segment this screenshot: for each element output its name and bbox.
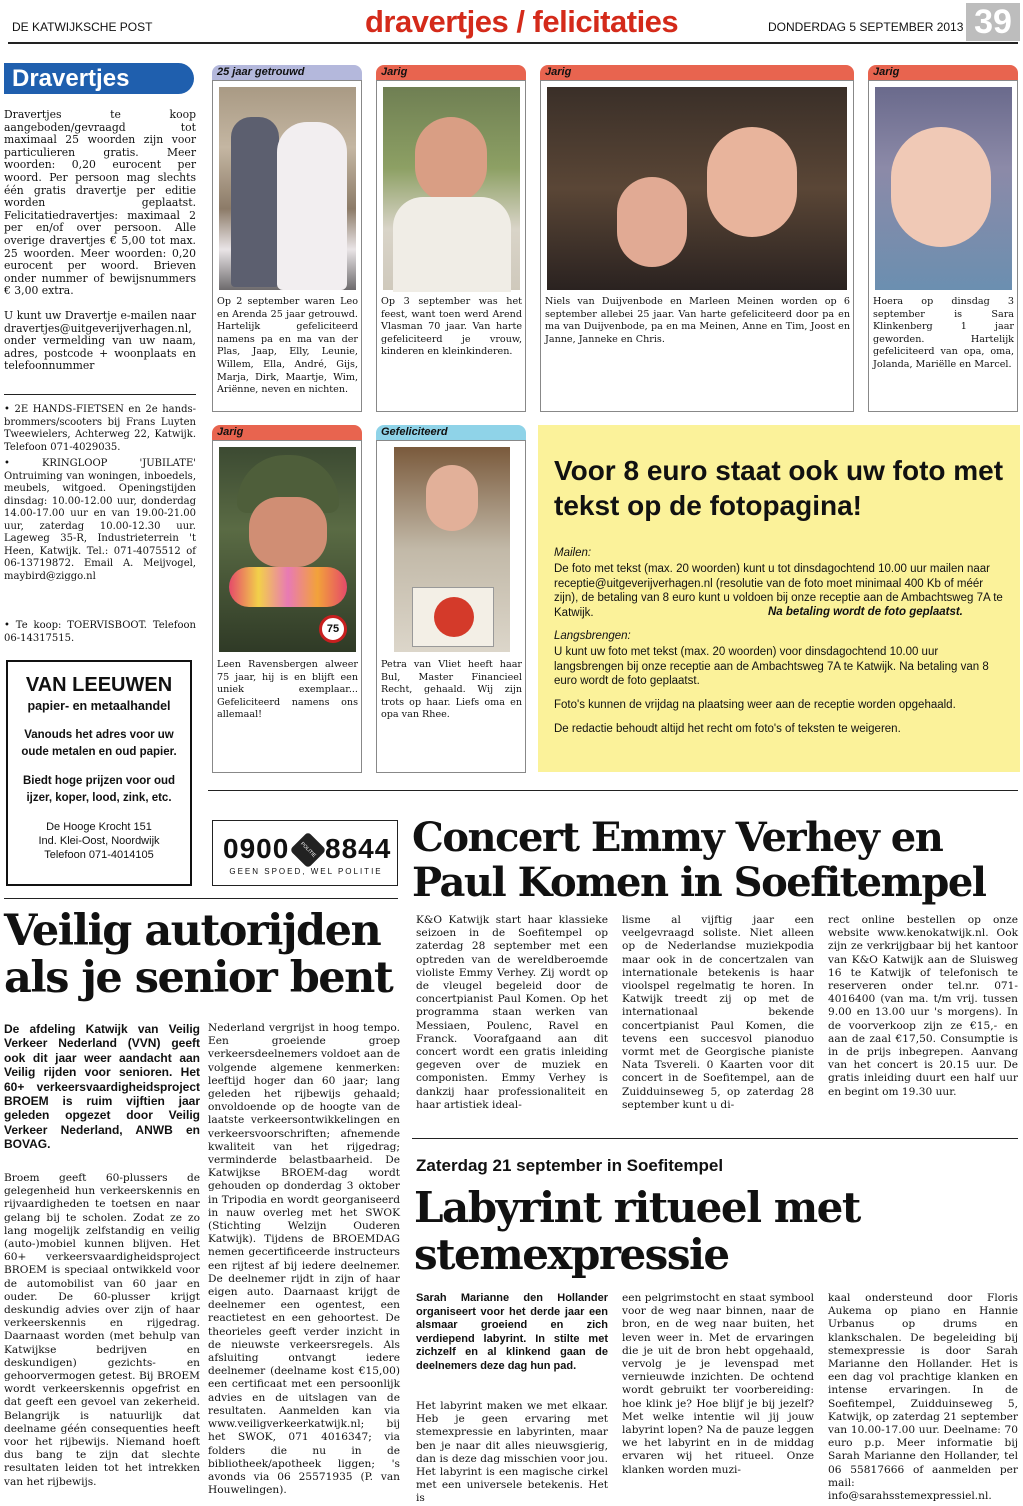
van-leeuwen-phone: Telefoon 071-4014105 <box>44 849 154 861</box>
photo-card <box>212 440 362 773</box>
article-labyrint-col2: een pelgrimstocht en staat symbool voor de weg naar binnen, naar de bron, en de weg naar buiten, het leven weer in. Met de ervaringen die je uit de bron hebt opgehaald, vervolg je je levenspad met vernieuwde inzichten. De ochtend wordt gebruikt ter voorbereiding: hoe klink je? Hoe blijf je bij jezelf? Met welke intentie wil jij jouw labyrint lopen? Na de pauze leggen we het labyrint en in de middag ervaren wij het ritueel. Onze klanken worden muzi- <box>622 1292 814 1476</box>
police-number-left: 0900 <box>223 833 290 864</box>
article-labyrint-kicker: Zaterdag 21 september in Soefitempel <box>416 1156 724 1175</box>
photo-tab: Jarig <box>212 425 362 440</box>
flower-lei <box>229 567 347 607</box>
promo-bring-label: Langsbrengen: <box>554 630 631 642</box>
photo-caption: Leen Ravensbergen alweer 75 jaar, hij is en blijft een uniek exemplaar... Gefeliciteerd namens ons allemaal! <box>217 659 358 721</box>
dravertje-ad-1: • 2E HANDS-FIETSEN en 2e hands-brommers/scooters bij Frans Luyten Tweewielers, Achterweg 22, Katwijk. Telefoon 071-4029035. <box>4 404 196 453</box>
photo-card <box>376 80 526 412</box>
wedding-photo <box>219 87 356 290</box>
van-leeuwen-subtitle: papier- en metaalhandel <box>27 699 171 713</box>
photo-caption: Niels van Duijvenbode en Marleen Meinen worden op 6 september allebei 25 jaar. Van harte gefeliciteerd door pa en ma van Duijvenbode, pa en ma Meinen, Anne en Tim, Joost en Janne, Janneke en Chris. <box>545 296 850 345</box>
photo-caption: Op 3 september was het feest, want toen werd Arend Vlasman 70 jaar. Van harte gefeliciteerd je vrouw, kinderen en kleinkinderen. <box>381 296 522 358</box>
article-veilig-lead: De afdeling Katwijk van Veilig Verkeer Nederland (VVN) geeft ook dit jaar weer aandacht aan Veilig rijden voor senioren. Het 60+ verkeersvaardigheidsproject BROEM is ruim vijftien jaar geleden opgezet door Veilig Verkeer Nederland, ANWB en BOVAG. <box>4 1022 200 1152</box>
promo-bring-text: U kunt uw foto met tekst (max. 20 woorden) voor dinsdagochtend 10.00 uur langsbrengen bij onze receptie aan de Ambachtsweg 7A te Katwijk. Na betaling van 8 euro wordt de foto geplaatst. <box>554 646 989 687</box>
dravertjes-banner <box>4 63 194 94</box>
photo-card <box>212 80 362 412</box>
photo-tab: 25 jaar getrouwd <box>212 65 362 80</box>
photo-tab: Jarig <box>540 65 854 80</box>
dravertje-ad-2: • KRINGLOOP 'JUBILATE' Ontruiming van woningen, inboedels, meubels, witgoed. Openingstijden dinsdag: 10.00-12.00 uur, donderdag 14.00-17.00 uur en van 19.00-21.00 uur, zaterdag 10.00-12.30 uur. Lageweg 35-R, Industrieterrein 't Heen, Katwijk. Tel.: 071-4075512 of 06-13719872. Email A. Meijvogel, maybird@ziggo.nl <box>4 458 196 582</box>
diploma-seal <box>434 597 474 637</box>
dravertje-ad-3: • Te koop: TOERVISBOOT. Telefoon 06-14317515. <box>4 620 196 644</box>
van-leeuwen-line2: Biedt hoge prijzen voor oud ijzer, koper, lood, zink, etc. <box>22 775 176 804</box>
article-labyrint-col3: kaal ondersteund door Floris Aukema op piano en Hannie Urbanus op drums en klankschalen. De begeleiding bij stemexpressie is door Sarah Marianne den Hollander. Het is een dag vol prachtige klanken en intense ervaringen. In de Soefitempel, Zuidduinseweg 5, Katwijk, op zaterdag 21 september van 10.00-17.00 uur. Deelname: 70 euro p.p. Meer informatie bij Sarah Marianne den Hollander, tel 06 55817666 of aanmelden per mail: info@sarahsstemexpressiel.nl. <box>828 1292 1018 1503</box>
baby-photo <box>875 87 1012 290</box>
age-badge: 75 <box>319 615 347 643</box>
soldier-photo <box>219 447 356 652</box>
section-title: dravertjes / felicitaties <box>365 4 679 39</box>
fotopagina-promo <box>538 425 1020 772</box>
photo-tab: Jarig <box>868 65 1018 80</box>
article-veilig-col2: Nederland vergrijst in hoog tempo. Een groeiende groep verkeersdeelnemers voldoet aan de volgende algemene kenmerken: leeftijd hoger dan 60 jaar; lang geleden het rijbewijs gehaald; onvoldoende op de hoogte van de laatste verkeersontwikkelingen en verkeersvoorschriften; afnemende kwaliteit van het rijgedrag; verminderde belastbaarheid. De Katwijkse BROEM-dag wordt gehouden op donderdag 3 oktober in Tripodia en wordt georganiseerd in nauw overleg met het SWOK (Stichting Welzijn Ouderen Katwijk). Tijdens de BROEMDAG nemen gecertificeerde instructeurs een rijtest af bij iedere deelnemer. De deelnemer rijdt in zijn of haar eigen auto. Daarnaast krijgt de deelnemer een ogentest, een reactietest en een gehoortest. De theorieles geeft verder inzicht in de nieuwste verkeersregels. Als afsluiting ontvangt iedere deelnemer (deelname kost €15,00) een certificaat met een persoonlijk advies en de uitslagen van de resultaten. Aanmelden kan via www.veiligverkeerkatwijk.nl; bij het SWOK, 071 4016347; via folders die nu in de bibliotheek/apotheek liggen; 's avonds via 06 25571935 (P. van Houwelingen). <box>208 1022 400 1497</box>
photo-card <box>376 440 526 773</box>
photo-card <box>540 80 854 412</box>
van-leeuwen-name: VAN LEEUWEN <box>25 674 173 696</box>
article-concert-col2: lisme al vijftig jaar een veelgevraagd soliste. Niet alleen op de Nederlandse muziekpodia maar ook in de concertzalen van internationale betekenis is haar vioolspel regelmatig te horen. In Katwijk treedt zij op met de internationaal bekende concertpianist Paul Komen, die tevens een succesvol pianoduo vormt met de Georgische pianiste Nata Tsvereli. 0 Kaarten voor dit concert in de Soefitempel, aan de Zuidduinseweg 5, op zaterdag 28 september kunt u di- <box>622 914 814 1111</box>
photo-tab: Gefeliciteerd <box>376 425 526 440</box>
van-leeuwen-ad <box>6 660 192 886</box>
baby-face <box>891 127 991 247</box>
promo-mail-label: Mailen: <box>554 547 592 559</box>
article-concert-col1: K&O Katwijk start haar klassieke seizoen in de Soefitempel op zaterdag 28 september met een optreden van de wereldberoemde violiste Emmy Verhey. Zij wordt op de vleugel begeleid door de concertpianist Paul Komen. Op het programma staan werken van Messiaen, Poulenc, Ravel en Franck. Voorafgaand aan dit concert wordt een gratis inleiding gegeven over de muziek en componisten. Emmy Verhey is dankzij haar professionaliteit en haar artistiek ideal- <box>416 914 608 1111</box>
article-concert-headline: Concert Emmy Verhey en Paul Komen in Soefitempel <box>412 814 986 906</box>
mid-rule <box>208 790 1018 791</box>
masthead-rule <box>8 42 1018 44</box>
article-labyrint-lead: Sarah Marianne den Hollander organiseert voor het derde jaar een alsmaar groeiend en zich verdiepend labyrint. In stilte met zichzelf en al klinkend gaan de deelnemers deze dag hun pad. <box>416 1292 608 1372</box>
bride-figure <box>277 122 347 290</box>
police-badge: POLITIE <box>290 832 327 869</box>
article-labyrint-col1: Het labyrint maken we met elkaar. Heb je geen ervaring met stemexpressie en labyrinten, maar ben je naar dit alles nieuwsgierig, dan is deze dag misschien voor jou. Het labyrint is een magische cirkel met een universele betekenis. Het is <box>416 1400 608 1505</box>
article-veilig-headline: Veilig autorijden als je senior bent <box>4 906 393 1003</box>
man-face <box>707 127 797 237</box>
woman-face <box>426 465 478 531</box>
couple-photo <box>547 87 847 290</box>
promo-friday: Foto's kunnen de vrijdag na plaatsing weer aan de receptie worden opgehaald. <box>554 699 956 711</box>
photo-caption: Op 2 september waren Leo en Arenda 25 jaar getrouwd. Hartelijk gefeliciteerd namens pa en ma van der Plas, Jaap, Elly, Leunie, Willem, Ella, André, Gijs, Marja, Dirk, Maartje, Wim, Ariënne, neven en nichten. <box>217 296 358 396</box>
photo-caption: Petra van Vliet heeft haar Bul, Master Financieel Recht, gehaald. Wij zijn trots op haar. Liefs oma en opa van Rhee. <box>381 659 522 721</box>
man-face <box>415 117 487 203</box>
promo-rights: De redactie behoudt altijd het recht om foto's of teksten te weigeren. <box>554 723 901 735</box>
portrait-photo <box>383 87 520 290</box>
man-shirt <box>393 197 511 292</box>
dravertjes-divider <box>4 394 196 395</box>
police-slogan: GEEN SPOED, WEL POLITIE <box>229 867 383 876</box>
promo-mail-text: De foto met tekst (max. 20 woorden) kunt u tot dinsdagochtend 10.00 uur mailen naar receptie@uitgeverijverhagen.nl (resolutie van de foto moet minimaal 400 Kb of méér zijn), de betaling van 8 euro kunt u voldoen bij onze receptie aan de Ambachtsweg 7A te Katwijk. <box>554 563 1003 619</box>
photo-card <box>868 80 1018 412</box>
promo-headline: Voor 8 euro staat ook uw foto met tekst op de fotopagina! <box>554 455 1004 521</box>
dravertjes-intro: Dravertjes te koop aangeboden/gevraagd tot maximaal 25 woorden zijn voor particulieren gratis. Meer woorden: 0,20 eurocent per woord. Per persoon mag slechts één gratis dravertje per editie worden geplaatst. Felicitatiedravertjes: maximaal 2 per en/of over persoon. Alle overige dravertjes € 5,00 tot max. 25 woorden. Meer woorden: 0,20 eurocent per woord. Brieven onder nummer of bewijsnummers € 3,00 extra. <box>4 108 196 298</box>
graduate-photo <box>394 447 510 652</box>
article-veilig-col1: Broem geeft 60-plussers de gelegenheid hun verkeerskennis en rijvaardigheden te toetsen en naar gelang bij te scholen. Zodat ze zo lang mogelijk zelfstandig en veilig (auto-)mobiel kunnen blijven. Het 60+ verkeersvaardigheidsproject BROEM is speciaal ontwikkeld voor de automobilist van 60 jaar en ouder. De 60-plusser krijgt deskundig advies over zijn of haar verkeerskennis en rijgedrag. Daarnaast worden (met behulp van Katwijkse bedrijven en deskundigen) gezichts- en gehoorvermogen getest. Bij BROEM wordt verkeerskennis opgefrist en dat geeft een gevoel van zekerheid. Belangrijk is natuurlijk dat deelname géén consequenties heeft voor het rijbewijs. Niemand hoeft dus bang te zijn dat slechte resultaten leiden tot het intrekken van het rijbewijs. <box>4 1172 200 1488</box>
left-rule <box>4 898 398 899</box>
van-leeuwen-address1: De Hooge Krocht 151 <box>46 821 152 833</box>
dravertjes-title: Dravertjes <box>12 65 130 92</box>
van-leeuwen-line1: Vanouds het adres voor uw oude metalen en oud papier. <box>21 729 177 758</box>
photo-caption: Hoera op dinsdag 3 september is Sara Klinkenberg 1 jaar geworden. Hartelijk gefeliciteerd van opa, oma, Jolanda, Mariëlle en Marcel. <box>873 296 1014 370</box>
dravertjes-email: U kunt uw Dravertje e-mailen naar dravertjes@uitgeverijverhagen.nl, onder vermelding van uw naam, adres, postcode + woonplaats en telefoonnummer <box>4 309 196 373</box>
woman-face <box>617 177 687 267</box>
paper-name: DE KATWIJKSCHE POST <box>12 20 153 34</box>
issue-date: DONDERDAG 5 SEPTEMBER 2013 <box>768 20 964 34</box>
police-number-right: 8844 <box>325 833 392 864</box>
article-concert-col3: rect online bestellen op onze website www.kenokatwijk.nl. Ook zijn ze verkrijgbaar bij het kantoor van K&O Katwijk aan de Sluisweg 16 te Katwijk of telefonisch te reserveren onder tel.nr. 071-4016400 (van ma. t/m vrij. tussen 9.00 en 13.00 uur 's morgens). In de voorverkoop zijn ze €15,- en aan de zaal €17,50. Consumptie is in de prijs inbegrepen. Aanvang van het concert is 20.15 uur. De gratis inleiding duurt een half uur en begint om 19.30 uur. <box>828 914 1018 1098</box>
police-ad <box>212 820 398 886</box>
groom-figure <box>231 117 279 287</box>
soldier-face <box>249 497 327 567</box>
page-number: 39 <box>966 3 1020 41</box>
promo-mail-note: Na betaling wordt de foto geplaatst. <box>768 606 963 618</box>
van-leeuwen-address2: Ind. Klei-Oost, Noordwijk <box>38 835 160 847</box>
photo-tab: Jarig <box>376 65 526 80</box>
concert-rule <box>412 1138 1018 1139</box>
article-labyrint-headline: Labyrint ritueel met stemexpressie <box>414 1183 860 1279</box>
